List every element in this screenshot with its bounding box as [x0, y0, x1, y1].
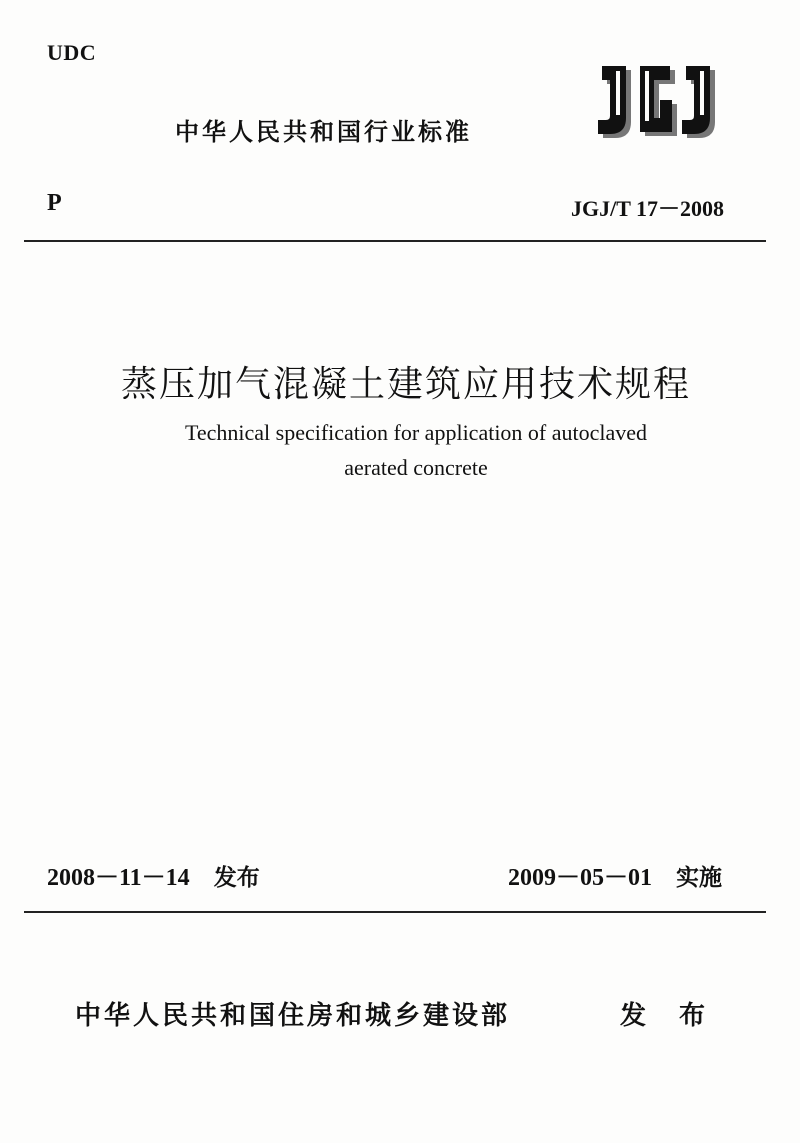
issue-date: 2008－11－14 [47, 865, 190, 891]
effective-date: 2009－05－01 [508, 865, 652, 891]
issue-date-block [47, 857, 260, 892]
publish-label: 发 布 [620, 1001, 718, 1031]
title-chinese: 蒸压加气混凝土建筑应用技术规程 [120, 364, 691, 405]
title-english-line2: aerated concrete [344, 455, 488, 480]
jgj-logo [588, 58, 728, 144]
category-code: P [47, 190, 62, 216]
effective-label: 实施 [676, 865, 722, 891]
standard-number: JGJ/T 17－2008 [570, 196, 724, 221]
effective-date-block [508, 857, 722, 892]
footer-divider [24, 911, 766, 913]
udc-label: UDC [47, 40, 97, 65]
header-divider [24, 240, 766, 242]
title-english-line1: Technical specification for application of autoclaved [184, 420, 648, 445]
jgj-logo-letters [598, 66, 715, 138]
issue-label: 发布 [213, 865, 260, 891]
organization-title: 中华人民共和国行业标准 [175, 118, 472, 146]
publisher-name: 中华人民共和国住房和城乡建设部 [75, 1001, 511, 1031]
